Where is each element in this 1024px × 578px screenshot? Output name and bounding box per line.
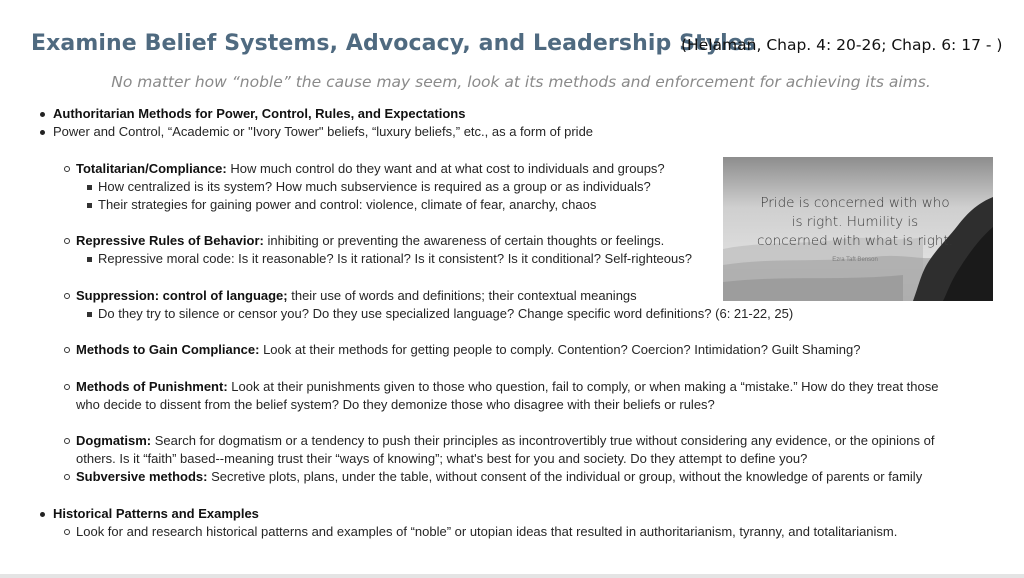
- sub-bullet-text: Search for dogmatism or a tendency to push their principles as incontrovertibly true without considering any evidence, or the opinions of: [151, 433, 935, 448]
- item-text: How centralized is its system? How much subservience is required as a group or as individuals?: [98, 179, 651, 194]
- quote-line: concerned with what is right.: [756, 233, 953, 249]
- quote-image: [723, 157, 993, 301]
- item-strategies: [98, 196, 596, 214]
- bottom-border: [0, 574, 1024, 578]
- sub-bullet-heading: Methods to Gain Compliance:: [76, 342, 260, 357]
- item-silence-censor: [98, 305, 793, 323]
- item-repressive-moral-code: [98, 250, 692, 268]
- sub-bullet-text: Look for and research historical patterns and examples of “noble” or utopian ideas that resulted in authoritarianism, tyranny, and totalitarianism.: [76, 524, 898, 539]
- bullet-heading: Authoritarian Methods for Power, Control, Rules, and Expectations: [53, 106, 466, 121]
- sub-bullet-heading: Totalitarian/Compliance:: [76, 161, 227, 176]
- sub-bullet-text: Look at their punishments given to those who question, fail to comply, or when making a “mistake.” How do they treat those: [227, 379, 939, 394]
- sub-bullet-text: their use of words and definitions; their contextual meanings: [287, 288, 637, 303]
- quote-line: Pride is concerned with who: [760, 195, 950, 211]
- bullet-authoritarian-methods: [53, 105, 465, 123]
- sub-bullet-text: Secretive plots, plans, under the table, without consent of the individual or group, without the knowledge of parents or family: [207, 469, 923, 484]
- item-text: Repressive moral code: Is it reasonable? Is it rational? Is it consistent? Is it conditional? Self-righteous?: [98, 251, 692, 266]
- bullet-power-and-control: [53, 123, 593, 141]
- sub-bullet-text: Look at their methods for getting people to comply. Contention? Coercion? Intimidation? Guilt Shaming?: [259, 342, 861, 357]
- scripture-reference: (Helaman, Chap. 4: 20-26; Chap. 6: 17 - ): [681, 36, 1003, 54]
- sub-bullet-suppression: [76, 287, 637, 305]
- sub-bullet-heading: Suppression: control of language;: [76, 288, 288, 303]
- sub-bullet-methods-compliance: [76, 341, 860, 359]
- sub-bullet-continuation: [76, 396, 715, 414]
- sub-bullet-text: inhibiting or preventing the awareness of certain thoughts or feelings.: [263, 233, 665, 248]
- item-text: Do they try to silence or censor you? Do they use specialized language? Change specific word definitions? (6: 21-22, 25): [98, 306, 794, 321]
- continuation-text: others. Is it “faith” based--meaning trust their “ways of knowing”; what's best for you and society. Do they attempt to define you?: [76, 451, 808, 466]
- sub-bullet-continuation: [76, 450, 807, 468]
- continuation-text: who decide to dissent from the belief system? Do they demonize those who disagree with their beliefs or rules?: [76, 397, 715, 412]
- sub-bullet-repressive-rules: [76, 232, 664, 250]
- bullet-historical-patterns: [53, 505, 259, 523]
- sub-bullet-text: How much control do they want and at what cost to individuals and groups?: [226, 161, 665, 176]
- quote-line: is right. Humility is: [791, 214, 919, 230]
- sub-bullet-heading: Dogmatism:: [76, 433, 152, 448]
- bullet-text: Power and Control, “Academic or "Ivory Tower" beliefs, “luxury beliefs,” etc., as a form of pride: [53, 124, 594, 139]
- item-text: Their strategies for gaining power and control: violence, climate of fear, anarchy, chaos: [98, 197, 597, 212]
- sub-bullet-methods-punishment: [76, 378, 938, 396]
- sub-bullet-heading: Repressive Rules of Behavior:: [76, 233, 264, 248]
- page-title: Examine Belief Systems, Advocacy, and Leadership Styles: [31, 31, 756, 56]
- sub-bullet-subversive: [76, 468, 922, 486]
- sub-bullet-heading: Methods of Punishment:: [76, 379, 228, 394]
- bullet-heading: Historical Patterns and Examples: [53, 506, 259, 521]
- sub-bullet-totalitarian: [76, 160, 665, 178]
- quote-author: Ezra Taft Benson: [832, 257, 878, 263]
- item-centralized-system: [98, 178, 651, 196]
- quote-text: [723, 194, 987, 251]
- subtitle: No matter how “noble” the cause may seem, look at its methods and enforcement for achieving its aims.: [111, 73, 931, 91]
- sub-bullet-dogmatism: [76, 432, 934, 450]
- sub-bullet-heading: Subversive methods:: [76, 469, 208, 484]
- sub-bullet-research-history: [76, 523, 897, 541]
